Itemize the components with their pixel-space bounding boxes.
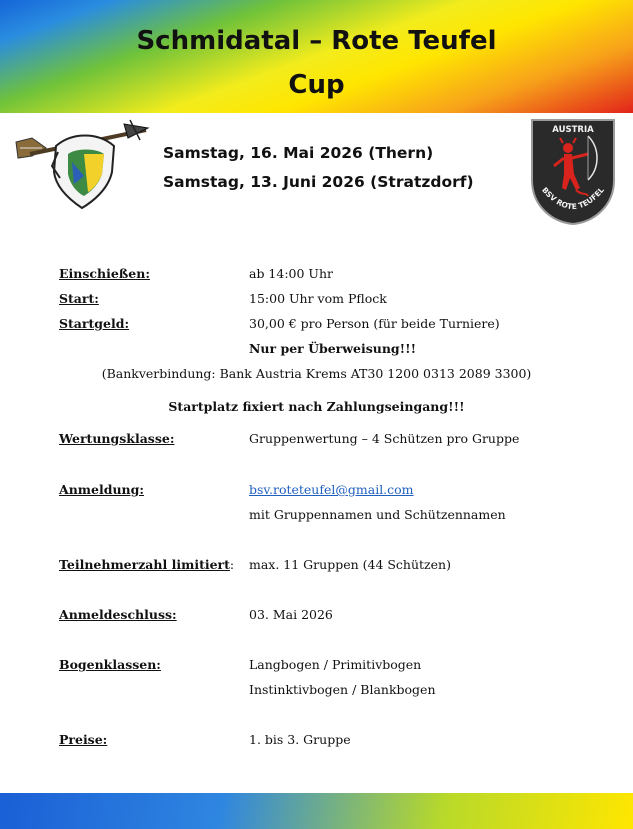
value-wertungsklasse: Gruppenwertung – 4 Schützen pro Gruppe [249,431,520,446]
label-start: Start: [59,291,99,306]
label-wertungsklasse: Wertungsklasse: [59,431,175,446]
label-bogenklassen: Bogenklassen: [59,657,161,672]
date-stratzdorf: Samstag, 13. Juni 2026 (Stratzdorf) [163,173,474,191]
label-preise: Preise: [59,732,108,747]
value-anmeldung: mit Gruppennamen und Schützennamen [249,507,506,522]
date-thern: Samstag, 16. Mai 2026 (Thern) [163,144,434,162]
label-teilnehmer-colon: : [229,557,235,572]
value-einschiessen: ab 14:00 Uhr [249,266,333,281]
label-teilnehmer: Teilnehmerzahl limitiert [59,557,230,572]
badge-bottom-text: BSV ROTE TEUFEL [540,185,606,212]
title-line-2: Cup [288,70,345,100]
value-start: 15:00 Uhr vom Pflock [249,291,387,306]
value-startgeld: 30,00 € pro Person (für beide Turniere) [249,316,500,331]
bsv-rote-teufel-badge [530,118,616,226]
startplatz-note: Startplatz fixiert nach Zahlungseingang!!! [168,399,465,414]
club-logo-arrow-shield [12,118,152,210]
label-anmeldung: Anmeldung: [59,482,144,497]
title-line-1: Schmidatal – Rote Teufel [136,26,497,56]
value-anmeldeschluss: 03. Mai 2026 [249,607,333,622]
value-bogenklassen-2: Instinktivbogen / Blankbogen [249,682,436,697]
value-teilnehmer: max. 11 Gruppen (44 Schützen) [249,557,451,572]
value-bogenklassen-1: Langbogen / Primitivbogen [249,657,422,672]
label-anmeldeschluss: Anmeldeschluss: [59,607,177,622]
label-startgeld: Startgeld: [59,316,130,331]
payment-note: Nur per Überweisung!!! [249,341,417,356]
badge-top-text: AUSTRIA [552,125,594,135]
label-teilnehmer-row [59,557,234,572]
bank-details: (Bankverbindung: Bank Austria Krems AT30 1200 0313 2089 3300) [101,366,532,381]
email-link[interactable]: bsv.roteteufel@gmail.com [249,482,414,497]
label-einschiessen: Einschießen: [59,266,150,281]
value-preise: 1. bis 3. Gruppe [249,732,351,747]
bottom-banner [0,793,633,829]
